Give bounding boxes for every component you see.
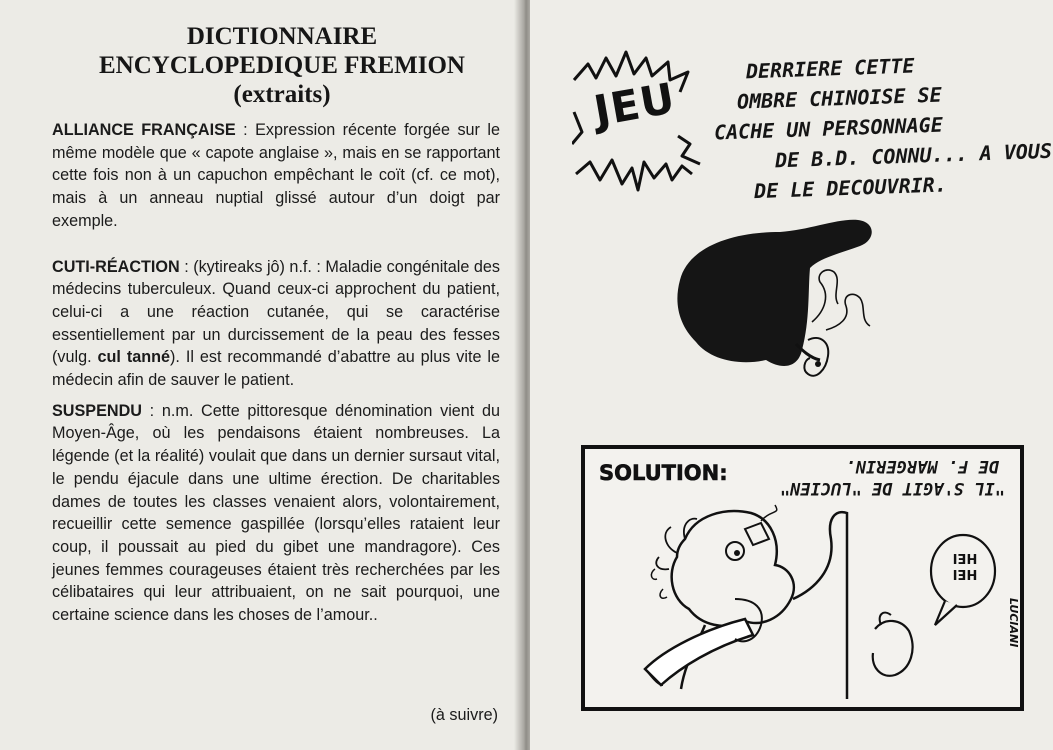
puzzle-line-5: DE LE DECOUVRIR.: [753, 172, 948, 204]
to-be-continued: (à suivre): [430, 706, 498, 724]
jeu-label: JEU: [590, 73, 680, 136]
puzzle-line-1: DERRIERE CETTE: [745, 53, 915, 84]
entry-alliance-francaise: [52, 119, 500, 233]
entry-term: CUTI-RÉACTION: [52, 257, 180, 276]
speech-line-1: HEI: [952, 566, 978, 581]
jeu-burst: [572, 40, 712, 200]
entry-term: ALLIANCE FRANÇAISE: [52, 121, 236, 139]
entry-term: SUSPENDU: [52, 401, 142, 420]
title-line-1: DICTIONNAIRE: [186, 23, 378, 50]
title-line-2: ENCYCLOPEDIQUE FREMION: [99, 52, 465, 79]
puzzle-line-2: OMBRE CHINOISE SE: [736, 82, 943, 114]
artist-signature: LUCIANI: [1007, 598, 1020, 648]
puzzle-instructions: [709, 46, 1053, 207]
title-line-3: (extraits): [233, 81, 331, 108]
speech-line-2: HEI: [952, 550, 978, 565]
silhouette-shadow-image: [670, 210, 890, 400]
solution-label: SOLUTION:: [599, 461, 728, 485]
dictionary-title: [52, 22, 512, 109]
entry-cuti-reaction: [52, 256, 500, 392]
entry-bold-phrase: cul tanné: [97, 348, 171, 367]
entry-suspendu: [52, 400, 500, 627]
speech-balloon-text: [943, 549, 987, 581]
entry-definition: : (kytireaks jô) n.f. : Maladie congénitale des médecins tuberculeux. Quand ceux-ci approchent du patient, celui-ci a une réaction cutanée, qui se caractérise essentiellement par un durcissement de la peau des fesses (vulg.: [52, 257, 501, 367]
entry-definition-end: ). Il est recommandé d’abattre au plus vite le médecin afin de sauver le patient.: [52, 348, 500, 390]
entry-definition: : n.m. Cette pittoresque dénomination vient du Moyen-Âge, où les pendaisons étaient nombreuses. La légende (et la réalité) voulait que dans un dernier sursaut vital, le pendu éjacule dans une ultime érection. De charitables dames de toutes les classes venaient alors, volontairement, recueillir cette semence gaspillée (lorsqu’elles rataient leur coup, il poussait au pied du gibet une mandragore). Ces jeunes femmes courageuses étaient très recherchées par les célibataires qui leur attribuaient, on ne sait pourquoi, une certaine science dans les choses de l’amour..: [52, 401, 500, 625]
solution-line-2: DE F. MARGERIN.: [845, 456, 999, 476]
puzzle-line-4: DE B.D. CONNU... A VOUS: [774, 138, 1053, 173]
solution-panel: [581, 445, 1024, 711]
entry-definition: : Expression récente forgée sur le même modèle que « capote anglaise », mais en se rapportant cette fois non à un capuchon empêchant le coït (cf. ce mot), mais à un anneau nuptial glissé autour d’un doigt par exemple.: [52, 121, 500, 230]
puzzle-line-3: CACHE UN PERSONNAGE: [713, 112, 944, 145]
solution-line-1: "IL S'AGIT DE "LUCIEN": [779, 478, 1005, 498]
dictionary-body: [52, 119, 500, 627]
left-page: [0, 0, 522, 750]
